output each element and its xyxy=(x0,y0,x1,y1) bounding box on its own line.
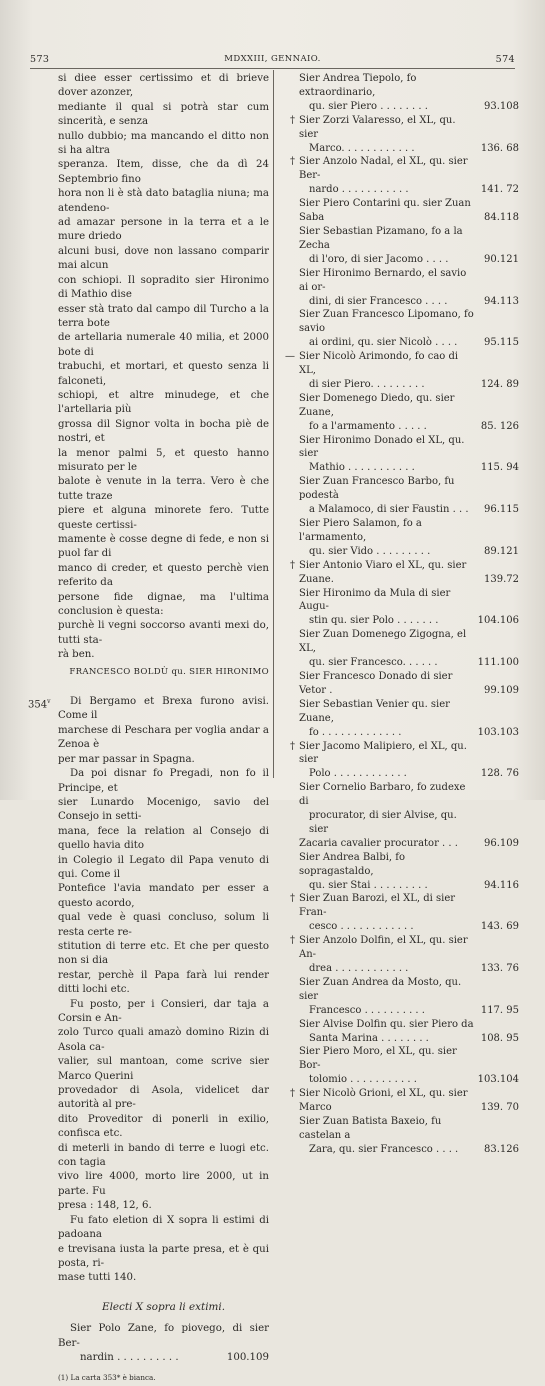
text-line: per mar passar in Spagna. xyxy=(58,753,195,765)
text-line: schiopi, et altre minudege, et che l'artellaria più xyxy=(58,389,269,416)
entry-line-1: Sier Piero Salamon, fo a l'armamento, xyxy=(299,518,422,543)
candidate-entry xyxy=(283,197,519,225)
candidate-entry xyxy=(283,628,519,670)
candidate-entry xyxy=(283,892,519,934)
section-title: Electi X sopra li extimi. xyxy=(101,1300,226,1313)
entry-line-1: Sier Zuan Francesco Barbo, fu podestà xyxy=(299,476,455,502)
text-line: alcuni busi, dove non lassano comparir mai alcun xyxy=(58,245,269,272)
dagger-mark: † xyxy=(290,156,295,168)
margin-number-sup: v xyxy=(47,698,51,706)
dagger-mark: — xyxy=(285,351,295,363)
entry-line-2: qu. sier Piero . . . . . . . . xyxy=(309,100,428,112)
text-line: di meterli in bando di terre e luogi etc. con tagia xyxy=(58,1142,269,1169)
entry-line-1: Sier Anzolo Nadal, el XL, qu. sier Ber- xyxy=(299,156,468,182)
candidate-entry xyxy=(283,851,519,893)
list-item-cont: nardin . . . . . . . . . . xyxy=(80,1351,179,1363)
text-line: e trevisana iusta la parte presa, et è qui posta, ri- xyxy=(58,1243,269,1269)
entry-line-2: drea . . . . . . . . . . . . xyxy=(309,963,409,974)
dagger-mark: † xyxy=(290,935,295,947)
dagger-mark: † xyxy=(290,1088,295,1100)
entry-line-2: tolomio . . . . . . . . . . . xyxy=(309,1074,417,1086)
vote-count: 128. 76 xyxy=(480,768,519,780)
list-item-row xyxy=(58,1351,269,1365)
entry-line-1: Sier Hironimo da Mula di sier Augu- xyxy=(299,587,451,613)
entry-line-1: Zacaria cavalier procurator . . . xyxy=(299,837,458,849)
entry-line-2: Santa Marina . . . . . . . . xyxy=(309,1032,429,1044)
text-line: esser stà trato dal campo dil Turcho a la terra bote xyxy=(58,303,269,329)
text-line: Di Bergamo et Brexa furono avisi. Come il xyxy=(58,696,269,722)
vote-count: 115. 94 xyxy=(480,462,519,474)
candidate-entry xyxy=(283,1115,519,1157)
candidate-entry xyxy=(283,475,519,517)
entry-line-2: Polo . . . . . . . . . . . . xyxy=(309,768,407,780)
text-line: dito Proveditor di ponerli in exilio, confisca etc. xyxy=(58,1113,269,1140)
candidate-entry xyxy=(283,1087,519,1115)
column-divider xyxy=(273,70,274,778)
text-line: balote è venute in la terra. Vero è che tutte traze xyxy=(58,476,269,502)
entry-line-1: Sier Antonio Viaro el XL, qu. sier Zuane. xyxy=(299,559,467,585)
candidate-entry xyxy=(283,587,519,629)
vote-count: 94.116 xyxy=(484,879,519,891)
entry-line-1: Sier Sebastian Pizamano, fo a la Zecha xyxy=(299,225,463,251)
text-line: manco di creder, et questo perchè vien referito da xyxy=(58,562,269,589)
vote-count: 100.109 xyxy=(226,1351,269,1363)
entry-line-2: qu. sier Stai . . . . . . . . . xyxy=(309,879,428,891)
entry-line-2: Marco. . . . . . . . . . . . xyxy=(309,142,415,154)
text-line: Pontefice l'avia mandato per esser a questo acordo, xyxy=(58,883,269,909)
dagger-mark: † xyxy=(290,114,295,126)
candidate-entry xyxy=(283,434,519,476)
entry-line-2: a Malamoco, di sier Faustin . . . xyxy=(309,504,469,516)
candidate-entry xyxy=(283,934,519,976)
entry-line-2: ai ordini, qu. sier Nicolò . . . . xyxy=(309,337,458,349)
vote-count: 141. 72 xyxy=(480,184,519,196)
candidate-entry xyxy=(283,559,519,587)
vote-count: 93.108 xyxy=(484,100,519,112)
vote-count: 103.104 xyxy=(477,1074,519,1086)
entry-line-2: fo . . . . . . . . . . . . . xyxy=(309,726,402,738)
text-line: mamente è cosse degne di fede, e non si puol far di xyxy=(58,534,269,560)
entry-line-1: Sier Nicolò Grioni, el XL, qu. sier Marco xyxy=(299,1088,468,1114)
candidate-entry xyxy=(283,1018,519,1046)
candidate-entry xyxy=(283,1045,519,1087)
text-line: la menor palmi 5, et questo hanno misurato per le xyxy=(58,447,269,473)
header-rule xyxy=(30,68,515,69)
text-line: mediante il qual si potrà star cum sincerità, e senza xyxy=(58,101,269,128)
entry-line-1: Sier Zorzi Valaresso, el XL, qu. sier xyxy=(299,114,456,140)
entry-line-2: procurator, di sier Alvise, qu. sier xyxy=(309,810,457,835)
vote-count: 108. 95 xyxy=(480,1032,519,1044)
entry-line-1: Sier Andrea Tiepolo, fo extraordinario, xyxy=(299,73,417,98)
vote-count: 99.109 xyxy=(484,684,519,696)
list-item: Sier Polo Zane, fo piovego, di sier Ber- xyxy=(58,1323,269,1349)
text-line: presa : 148, 12, 6. xyxy=(58,1200,152,1212)
candidate-entry xyxy=(283,740,519,782)
text-line: nullo dubbio; ma mancando el ditto non si ha altra xyxy=(58,130,269,157)
text-line: trabuchi, et mortari, et questo senza li falconeti, xyxy=(58,361,269,387)
entry-line-2: stin qu. sier Polo . . . . . . . xyxy=(309,615,439,627)
entry-line-1: Sier Piero Contarini qu. sier Zuan Saba xyxy=(299,198,471,224)
vote-count: 89.121 xyxy=(484,545,519,557)
entry-line-2: dini, di sier Francesco . . . . xyxy=(309,295,448,307)
entry-line-1: Sier Cornelio Barbaro, fo zudexe di xyxy=(299,782,466,808)
candidate-entry xyxy=(283,350,519,392)
text-line: marchese di Peschara per voglia andar a Zenoa è xyxy=(58,724,269,751)
signature: FRANCESCO BOLDÙ qu. SIER HIRONIMO xyxy=(69,666,269,677)
entry-line-2: Mathio . . . . . . . . . . . xyxy=(309,462,415,474)
vote-count: 124. 89 xyxy=(480,378,519,390)
text-line: stitution di terre etc. Et che per questo non si dia xyxy=(58,940,269,967)
entry-line-1: Sier Francesco Donado di sier Vetor . xyxy=(299,670,453,696)
entry-line-1: Sier Piero Moro, el XL, qu. sier Bor- xyxy=(299,1046,457,1072)
vote-count: 139.72 xyxy=(484,573,519,585)
dagger-mark: † xyxy=(290,740,295,752)
entry-line-2: Francesco . . . . . . . . . . xyxy=(309,1004,425,1016)
page-header xyxy=(30,54,515,66)
text-line: ad amazar persone in la terra et a le mure driedo xyxy=(58,217,269,243)
text-line: provedador di Asola, videlicet dar autorità al pre- xyxy=(58,1085,269,1111)
entry-line-2: qu. sier Vido . . . . . . . . . xyxy=(309,545,431,557)
text-line: qual vede è quasi concluso, solum li resta certe re- xyxy=(58,912,269,938)
vote-count: 139. 70 xyxy=(480,1102,519,1114)
vote-count: 95.115 xyxy=(484,337,519,349)
text-line: vivo lire 4000, morto lire 2000, ut in parte. Fu xyxy=(58,1171,269,1197)
text-line: Fu fato eletion di X sopra li estimi di padoana xyxy=(58,1214,269,1241)
text-line: Da poi disnar fo Pregadi, non fo il Principe, et xyxy=(58,768,269,794)
text-line: mase tutti 140. xyxy=(58,1272,137,1284)
entry-line-1: Sier Anzolo Dolfin, el XL, qu. sier An- xyxy=(299,935,468,961)
text-line: Fu posto, per i Consieri, dar taja a Corsin e An- xyxy=(58,998,269,1024)
text-line: persone fide dignae, ma l'ultima conclusion è questa: xyxy=(58,591,269,618)
entry-block xyxy=(28,695,269,767)
left-column xyxy=(28,72,269,1386)
vote-count: 136. 68 xyxy=(480,142,519,154)
vote-count: 84.118 xyxy=(484,212,519,224)
text-line: grossa dil Signor volta in bocha piè de nostri, et xyxy=(58,418,269,445)
text-line: in Colegio il Legato dil Papa venuto di qui. Come il xyxy=(58,854,269,880)
vote-count: 133. 76 xyxy=(480,963,519,974)
entry-line-1: Sier Hironimo Donado el XL, qu. sier xyxy=(299,434,465,460)
entry-line-2: nardo . . . . . . . . . . . xyxy=(309,184,409,196)
vote-count: 96.109 xyxy=(484,837,519,849)
entry-line-2: di sier Piero. . . . . . . . . xyxy=(309,378,425,390)
entry-line-2: di l'oro, di sier Jacomo . . . . xyxy=(309,253,449,265)
candidate-entry xyxy=(283,781,519,837)
vote-count: 94.113 xyxy=(484,295,519,307)
footnote: (1) La carta 353* è bianca. xyxy=(58,1373,156,1383)
candidate-entry xyxy=(283,670,519,698)
vote-count: 117. 95 xyxy=(480,1004,519,1016)
text-line: restar, perchè il Papa farà lui render ditti lochi etc. xyxy=(58,969,269,996)
entry-line-2: cesco . . . . . . . . . . . . xyxy=(309,921,414,933)
entry-line-1: Sier Zuan Andrea da Mosto, qu. sier xyxy=(299,976,462,1002)
candidate-entry xyxy=(283,308,519,350)
text-line: speranza. Item, disse, che da dì 24 Septembrio fino xyxy=(58,159,269,185)
left-page-number: 573 xyxy=(30,54,50,65)
text-line: mana, fece la relation al Consejo di quello havia dito xyxy=(58,825,269,852)
vote-count: 143. 69 xyxy=(480,921,519,933)
vote-count: 96.115 xyxy=(484,504,519,516)
text-line: rà ben. xyxy=(58,649,95,661)
text-line: zolo Turco quali amazò domino Rizin di Asola ca- xyxy=(58,1027,269,1053)
candidate-entry xyxy=(283,976,519,1018)
vote-count: 104.106 xyxy=(477,615,519,627)
dagger-mark: † xyxy=(290,559,295,571)
text-line: purchè li vegni soccorso avanti mexi do, tutti sta- xyxy=(58,620,269,646)
entry-line-1: Sier Alvise Dolfin qu. sier Piero da xyxy=(299,1018,474,1030)
vote-count: 83.126 xyxy=(484,1143,519,1155)
entry-line-1: Sier Jacomo Malipiero, el XL, qu. sier xyxy=(299,740,467,766)
entry-line-1: Sier Domenego Diedo, qu. sier Zuane, xyxy=(299,392,455,418)
margin-number-value: 354 xyxy=(28,699,48,711)
candidate-entry xyxy=(283,837,519,851)
entry-line-2: Zara, qu. sier Francesco . . . . xyxy=(309,1143,459,1155)
entry-line-1: Sier Hironimo Bernardo, el savio ai or- xyxy=(299,267,467,293)
running-head: MDXXIII, GENNAIO. xyxy=(224,54,321,64)
text-line: si diee esser certissimo et di brieve dover azonzer, xyxy=(58,73,269,99)
text-line: piere et alguna minorete fero. Tutte queste certissi- xyxy=(58,505,269,531)
vote-count: 85. 126 xyxy=(480,420,519,432)
right-column xyxy=(283,72,519,1157)
entry-line-1: Sier Nicolò Arimondo, fo cao di XL, xyxy=(299,351,459,377)
candidate-entry xyxy=(283,698,519,740)
candidate-entry xyxy=(283,225,519,267)
text-line: sier Lunardo Mocenigo, savio del Consejo in setti- xyxy=(58,796,269,823)
candidate-entry xyxy=(283,72,519,114)
entry-line-1: Sier Sebastian Venier qu. sier Zuane, xyxy=(299,698,450,724)
vote-count: 111.100 xyxy=(477,657,519,669)
entry-line-1: Sier Andrea Balbi, fo sopragastaldo, xyxy=(299,851,406,877)
text-line: con schiopi. Il sopradito sier Hironimo di Mathio dise xyxy=(58,274,269,301)
text-line: de artellaria numerale 40 milia, et 2000 bote di xyxy=(58,332,269,358)
entry-line-1: Sier Zuan Francesco Lipomano, fo savio xyxy=(299,309,474,335)
candidate-entry xyxy=(283,114,519,156)
candidate-entry xyxy=(283,392,519,434)
entry-line-1: Sier Zuan Domenego Zigogna, el XL, xyxy=(299,629,467,655)
candidate-entry xyxy=(283,517,519,559)
margin-number xyxy=(28,695,50,713)
dagger-mark: † xyxy=(290,893,295,905)
vote-count: 90.121 xyxy=(484,253,519,265)
candidate-entry xyxy=(283,155,519,197)
text-line: hora non li è stà dato bataglia niuna; ma atendeno- xyxy=(58,188,269,214)
vote-count: 103.103 xyxy=(477,726,519,738)
text-line: valier, sul mantoan, come scrive sier Marco Querini xyxy=(58,1056,269,1082)
entry-line-1: Sier Zuan Barozi, el XL, di sier Fran- xyxy=(299,893,456,919)
entry-line-2: qu. sier Francesco. . . . . . xyxy=(309,657,438,669)
right-page-number: 574 xyxy=(495,54,515,65)
entry-line-2: fo a l'armamento . . . . . xyxy=(309,420,427,432)
entry-line-1: Sier Zuan Batista Baxeio, fu castelan a xyxy=(299,1115,442,1141)
candidate-entry xyxy=(283,267,519,309)
